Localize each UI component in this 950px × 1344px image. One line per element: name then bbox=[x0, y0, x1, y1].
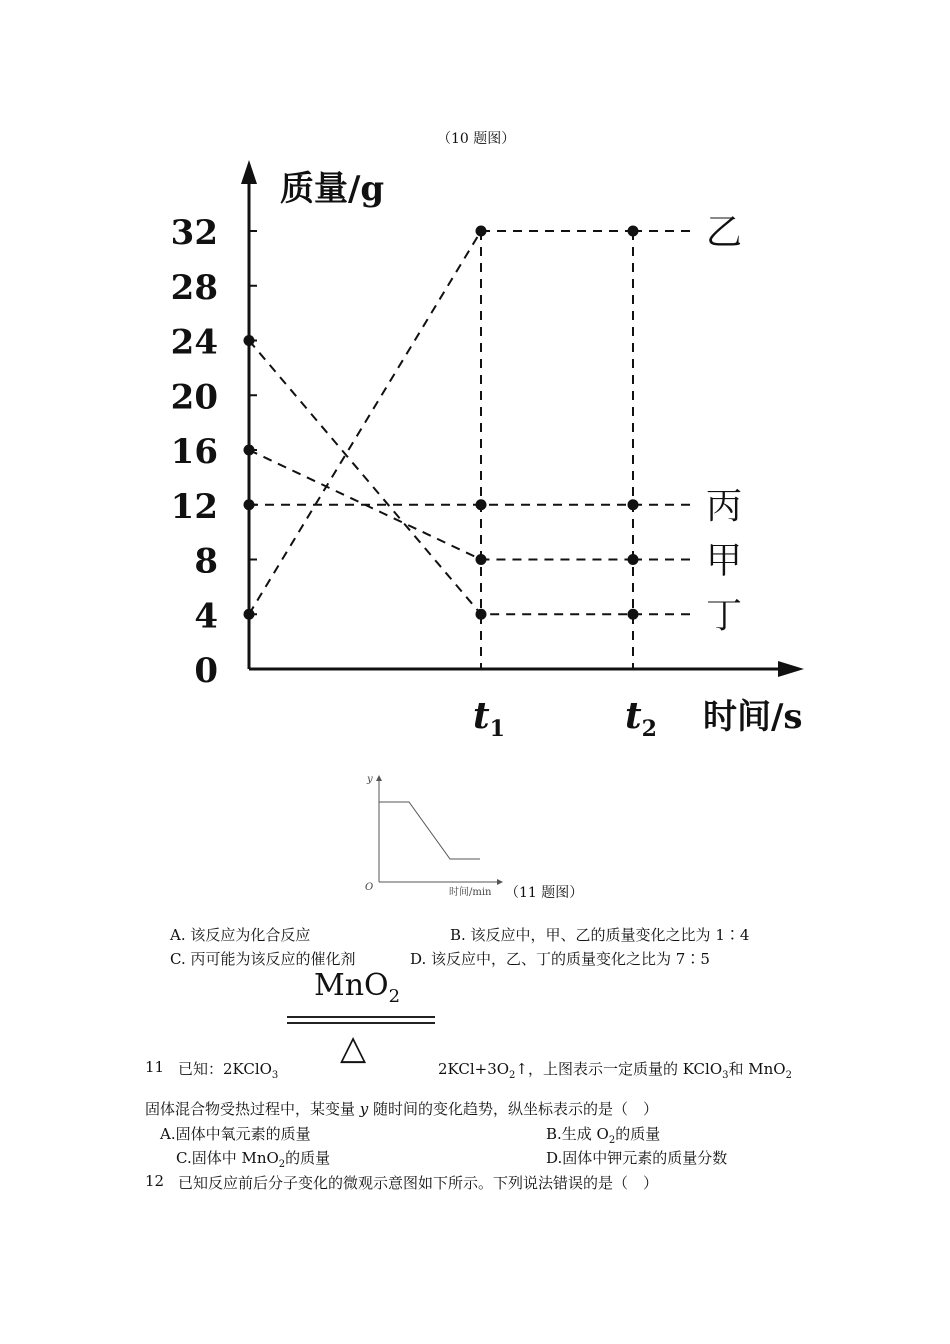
y-axis-label: 质量/g bbox=[280, 169, 385, 209]
q10-option-a: A. 该反应为化合反应 bbox=[170, 926, 311, 944]
q11-trend-line bbox=[379, 802, 480, 859]
data-point bbox=[476, 226, 487, 237]
heat-symbol: △ bbox=[340, 1028, 367, 1068]
x-tick-label: $t_2$ bbox=[625, 695, 657, 742]
series-label: 乙 bbox=[706, 212, 743, 253]
y-axis-arrow bbox=[241, 160, 257, 184]
data-point bbox=[244, 335, 255, 346]
data-point bbox=[628, 499, 639, 510]
y-tick-label: 24 bbox=[170, 322, 218, 363]
series-line bbox=[249, 341, 633, 615]
y-tick-label: 28 bbox=[170, 267, 218, 308]
data-point bbox=[244, 499, 255, 510]
q11-origin-label: O bbox=[365, 882, 374, 893]
q12-text: 已知反应前后分子变化的微观示意图如下所示。下列说法错误的是（ ） bbox=[178, 1174, 659, 1192]
q10-option-b: B. 该反应中，甲、乙的质量变化之比为 1∶4 bbox=[450, 926, 750, 944]
q10-option-c: C. 丙可能为该反应的催化剂 bbox=[170, 950, 356, 968]
data-point bbox=[476, 499, 487, 510]
series-line bbox=[249, 231, 633, 614]
q11-option-d: D.固体中钾元素的质量分数 bbox=[546, 1149, 728, 1167]
series-label: 丁 bbox=[706, 595, 743, 637]
catalyst-label: MnO$_2$ bbox=[314, 968, 401, 1007]
y-tick-label: 16 bbox=[170, 432, 218, 472]
q11-x-label: 时间/min bbox=[449, 887, 492, 898]
y-tick-label: 4 bbox=[194, 596, 218, 637]
data-point bbox=[244, 445, 255, 456]
q10-option-d: D. 该反应中，乙、丁的质量变化之比为 7∶5 bbox=[410, 950, 710, 968]
y-tick-label: 20 bbox=[170, 377, 218, 418]
data-point bbox=[628, 609, 639, 620]
y-tick-label: 12 bbox=[170, 486, 218, 527]
data-point bbox=[476, 609, 487, 620]
q11-question-line: 固体混合物受热过程中，某变量 y 随时间的变化趋势，纵坐标表示的是（ ） bbox=[145, 1100, 659, 1118]
series-label: 甲 bbox=[706, 540, 743, 582]
q12-number: 12 bbox=[145, 1172, 165, 1190]
q10-caption: （10 题图） bbox=[437, 131, 516, 147]
reaction-line-top bbox=[287, 1016, 435, 1018]
q11-number: 11 bbox=[145, 1058, 165, 1076]
y-tick-label: 0 bbox=[194, 651, 218, 691]
x-tick-label: $t_1$ bbox=[473, 695, 505, 742]
x-axis-arrow bbox=[778, 661, 804, 677]
q11-option-c: C.固体中 MnO$_2$的质量 bbox=[176, 1149, 331, 1170]
q11-y-label: y bbox=[367, 774, 373, 785]
q11-option-b: B.生成 $O_2$的质量 bbox=[546, 1125, 661, 1146]
data-point bbox=[628, 226, 639, 237]
reaction-line-bottom bbox=[287, 1022, 435, 1024]
y-tick-label: 8 bbox=[194, 541, 218, 582]
q11-products: $2KCl+3O_2↑$，上图表示一定质量的 KClO$_3$和 MnO$_2$ bbox=[438, 1060, 792, 1081]
q11-option-a: A.固体中氧元素的质量 bbox=[160, 1125, 311, 1143]
data-point bbox=[476, 554, 487, 565]
data-point bbox=[628, 554, 639, 565]
q11-reactant: 已知：2KClO$_3$ bbox=[178, 1060, 279, 1081]
series-label: 丙 bbox=[706, 485, 743, 527]
data-point bbox=[244, 609, 255, 620]
q11-caption: （11 题图） bbox=[505, 885, 584, 901]
y-tick-label: 32 bbox=[170, 213, 218, 253]
q11-chart bbox=[360, 768, 510, 898]
x-axis-label: 时间/s bbox=[703, 697, 803, 737]
